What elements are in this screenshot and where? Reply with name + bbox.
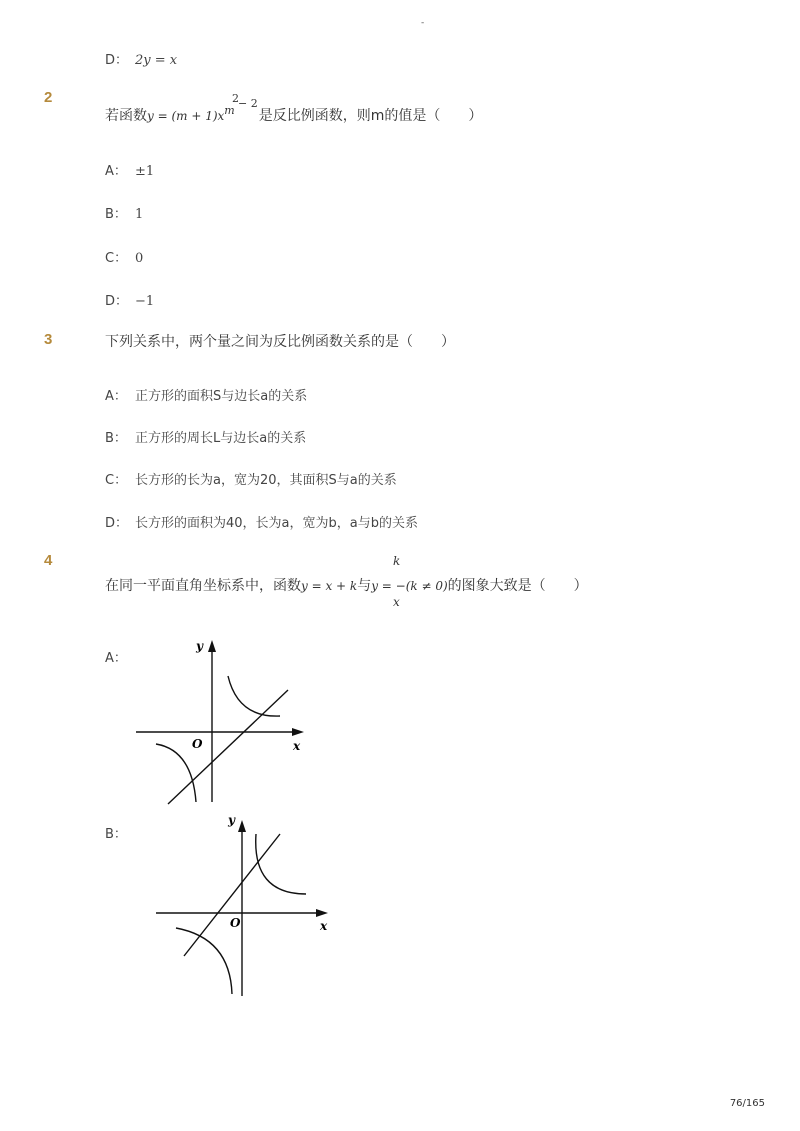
option-label: A： bbox=[105, 651, 127, 666]
option-value: ±1 bbox=[135, 164, 155, 179]
option-label: B： bbox=[105, 207, 127, 222]
q4-graph-b bbox=[150, 810, 340, 1000]
q2-text-after: 是反比例函数，则m的值是（ ） bbox=[258, 108, 483, 124]
q4-formula-1: y = x + k bbox=[301, 579, 358, 593]
option-value: 长方形的面积为40，长为a，宽为b，a与b的关系 bbox=[135, 516, 418, 531]
hyperbola-branch-lower bbox=[176, 928, 232, 994]
option-value: 长方形的长为a，宽为20，其面积S与a的关系 bbox=[135, 473, 397, 488]
axis-label-x: x bbox=[293, 739, 301, 753]
q2-formula-main: y = (m + 1)x bbox=[147, 109, 225, 123]
q3-option-b[interactable] bbox=[105, 427, 306, 446]
fraction-bar: − bbox=[395, 579, 406, 593]
q4-formula-2-right: (k ≠ 0) bbox=[405, 579, 448, 593]
q4-text-mid: 与 bbox=[357, 578, 372, 594]
option-label: A： bbox=[105, 389, 127, 404]
option-value: 正方形的面积S与边长a的关系 bbox=[135, 389, 308, 404]
prev-option-d[interactable] bbox=[105, 49, 177, 68]
q2-option-b[interactable] bbox=[105, 203, 143, 222]
x-axis-arrow bbox=[316, 909, 328, 917]
line-y-equals-x-plus-k bbox=[184, 834, 280, 956]
origin-label: O bbox=[192, 737, 203, 751]
question-4-text bbox=[105, 575, 588, 595]
origin-label: O bbox=[230, 916, 241, 930]
q3-option-a[interactable] bbox=[105, 385, 307, 404]
hyperbola-branch-upper bbox=[228, 676, 280, 716]
axis-label-y: y bbox=[196, 639, 203, 653]
q2-text-before: 若函数 bbox=[105, 108, 147, 124]
option-value: −1 bbox=[135, 294, 155, 309]
question-3-text: 下列关系中，两个量之间为反比例函数关系的是（ ） bbox=[105, 334, 455, 350]
option-value: 1 bbox=[135, 207, 144, 222]
option-label: B： bbox=[105, 827, 127, 842]
question-number-4: 4 bbox=[44, 552, 53, 569]
option-value: 2y = x bbox=[135, 53, 178, 68]
option-value: 正方形的周长L与边长a的关系 bbox=[135, 431, 307, 446]
header-mark: - bbox=[421, 18, 425, 28]
q3-option-c[interactable] bbox=[105, 469, 397, 488]
option-label: D： bbox=[105, 516, 129, 531]
option-label: D： bbox=[105, 294, 129, 309]
option-label: D： bbox=[105, 53, 129, 68]
option-label: C： bbox=[105, 251, 128, 266]
q4-formula-2-left: y = bbox=[371, 579, 396, 593]
y-axis-arrow bbox=[238, 820, 246, 832]
q4-text-before: 在同一平面直角坐标系中，函数 bbox=[105, 578, 301, 594]
option-label: C： bbox=[105, 473, 128, 488]
page-number: 76/165 bbox=[729, 1098, 765, 1109]
q3-option-d[interactable] bbox=[105, 512, 418, 531]
question-number-2: 2 bbox=[44, 89, 53, 106]
q4-graph-a bbox=[130, 630, 310, 810]
q2-formula-sup-exp: 2 bbox=[232, 92, 239, 105]
question-number-3: 3 bbox=[44, 331, 53, 348]
option-value: 0 bbox=[135, 251, 144, 266]
x-axis-arrow bbox=[292, 728, 304, 736]
hyperbola-branch-lower bbox=[156, 744, 196, 802]
hyperbola-branch-upper bbox=[256, 834, 306, 894]
q4-fraction-numerator: k bbox=[393, 554, 401, 568]
q2-formula-sup-rest: − 2 bbox=[238, 97, 258, 110]
q2-option-d[interactable] bbox=[105, 290, 154, 309]
option-label: B： bbox=[105, 431, 127, 446]
line-y-equals-x-plus-k bbox=[168, 690, 288, 804]
axis-label-y: y bbox=[228, 813, 235, 827]
q2-option-a[interactable] bbox=[105, 160, 154, 179]
q4-text-after: 的图象大致是（ ） bbox=[447, 578, 588, 594]
q4-fraction-denominator: x bbox=[393, 595, 400, 609]
q4-option-b[interactable] bbox=[105, 823, 135, 842]
q2-formula-sup-base: m bbox=[224, 104, 235, 117]
option-label: A： bbox=[105, 164, 127, 179]
q2-option-c[interactable] bbox=[105, 247, 143, 266]
question-2-text bbox=[105, 105, 482, 125]
y-axis-arrow bbox=[208, 640, 216, 652]
axis-label-x: x bbox=[320, 919, 328, 933]
